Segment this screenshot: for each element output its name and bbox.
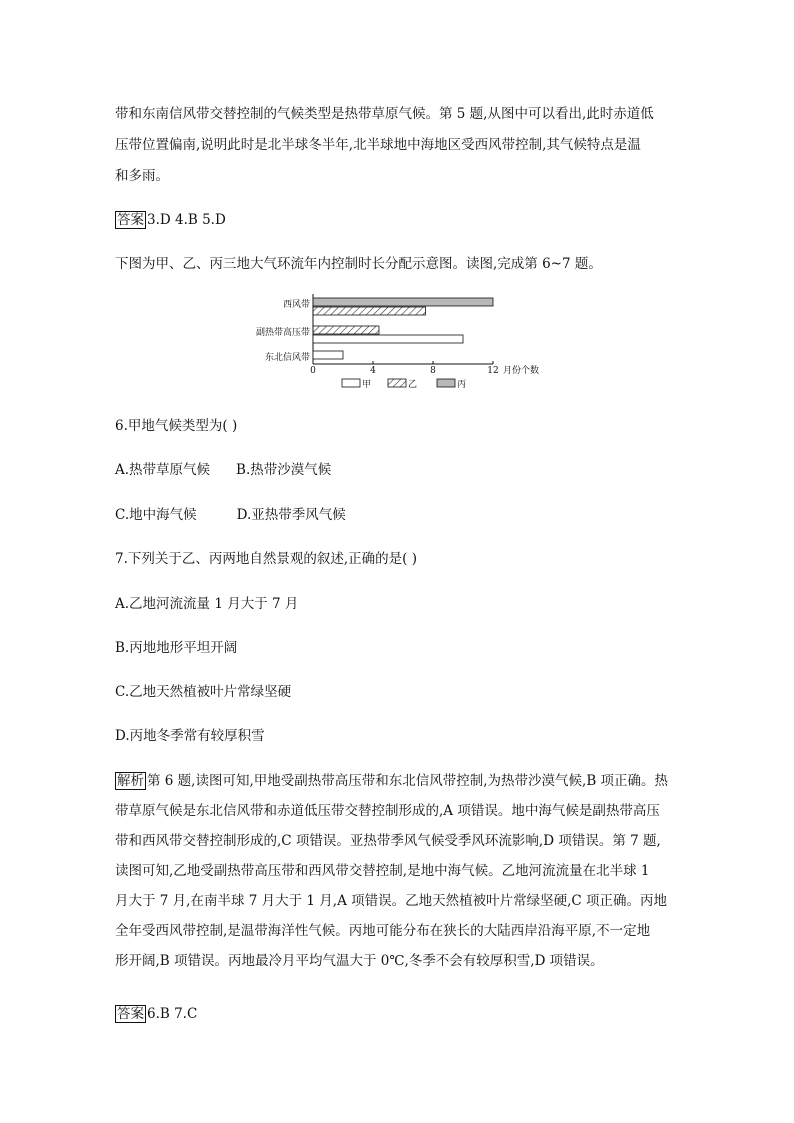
x-tick-label: 4 <box>370 366 376 376</box>
analysis-text: 第 6 题,读图可知,甲地受副热带高压带和东北信风带控制,为热带沙漠气候,B 项正确。热 <box>147 773 669 789</box>
category-label: 副热带高压带 <box>255 328 310 338</box>
paragraph-line: 压带位置偏南,说明此时是北半球冬半年,北半球地中海地区受西风带控制,其气候特点是温 <box>115 137 641 153</box>
legend-label: 乙 <box>408 380 418 390</box>
analysis-line: 带和西风带交替控制形成的,C 项错误。亚热带季风气候受季风环流影响,D 项错误。第 7 题, <box>115 833 661 849</box>
category-label: 西风带 <box>282 300 310 310</box>
paragraph-line: 和多雨。 <box>115 168 169 184</box>
analysis-line: 形开阔,B 项错误。丙地最冷月平均气温大于 0℃,冬季不会有较厚积雪,D 项错误。 <box>115 953 604 969</box>
q6-option-a: A.热带草原气候 <box>115 462 211 478</box>
x-tick-label: 8 <box>430 366 436 376</box>
legend-swatch-乙 <box>388 379 406 387</box>
x-axis-label: 月份个数 <box>503 366 540 376</box>
legend-label: 甲 <box>362 380 372 390</box>
question-7-stem: 7.下列关于乙、丙两地自然景观的叙述,正确的是( ) <box>115 551 417 567</box>
answer-label: 答案 <box>117 212 144 228</box>
legend-swatch-丙 <box>437 379 455 387</box>
chart-svg <box>240 292 570 392</box>
bar-乙 <box>313 307 426 315</box>
bar-甲 <box>313 335 463 343</box>
x-tick-label: 0 <box>310 366 316 376</box>
analysis-line: 全年受西风带控制,是温带海洋性气候。丙地可能分布在狭长的大陆西岸沿海平原,不一定地 <box>115 923 651 939</box>
question-intro: 下图为甲、乙、丙三地大气环流年内控制时长分配示意图。读图,完成第 6~7 题。 <box>115 256 602 272</box>
question-6-options-row1 <box>115 460 331 480</box>
q6-option-c: C.地中海气候 <box>115 507 197 523</box>
analysis-line-first <box>115 771 668 791</box>
bar-甲 <box>313 351 343 359</box>
answer-label: 答案 <box>117 1006 144 1022</box>
category-label: 东北信风带 <box>264 353 310 363</box>
q7-option-a: A.乙地河流流量 1 月大于 7 月 <box>115 596 299 612</box>
circulation-bar-chart <box>240 292 570 392</box>
q7-option-c: C.乙地天然植被叶片常绿坚硬 <box>115 684 292 700</box>
bar-丙 <box>313 298 493 306</box>
question-6-options-row2 <box>115 505 346 525</box>
analysis-line: 带草原气候是东北信风带和赤道低压带交替控制形成的,A 项错误。地中海气候是副热带高压 <box>115 803 660 819</box>
q6-option-b: B.热带沙漠气候 <box>236 462 332 478</box>
question-6-stem: 6.甲地气候类型为( ) <box>115 418 238 434</box>
legend-swatch-甲 <box>342 379 360 387</box>
x-tick-label: 12 <box>487 366 499 376</box>
analysis-line: 月大于 7 月,在南半球 7 月大于 1 月,A 项错误。乙地天然植被叶片常绿坚硬,C 项正确。丙地 <box>115 893 668 909</box>
analysis-line: 读图可知,乙地受副热带高压带和西风带交替控制,是地中海气候。乙地河流流量在北半球 1 <box>115 863 650 879</box>
answer-text: 6.B 7.C <box>147 1006 198 1022</box>
q6-option-d: D.亚热带季风气候 <box>236 507 346 523</box>
analysis-label: 解析 <box>117 773 144 789</box>
bar-乙 <box>313 326 379 334</box>
legend-label: 丙 <box>457 380 467 390</box>
answer-block <box>115 210 226 230</box>
answer-text: 3.D 4.B 5.D <box>147 212 226 228</box>
q7-option-b: B.丙地地形平坦开阔 <box>115 640 238 656</box>
q7-option-d: D.丙地冬季常有较厚积雪 <box>115 728 265 744</box>
paragraph-line: 带和东南信风带交替控制的气候类型是热带草原气候。第 5 题,从图中可以看出,此时赤道低 <box>115 106 654 122</box>
answer-block <box>115 1004 197 1024</box>
